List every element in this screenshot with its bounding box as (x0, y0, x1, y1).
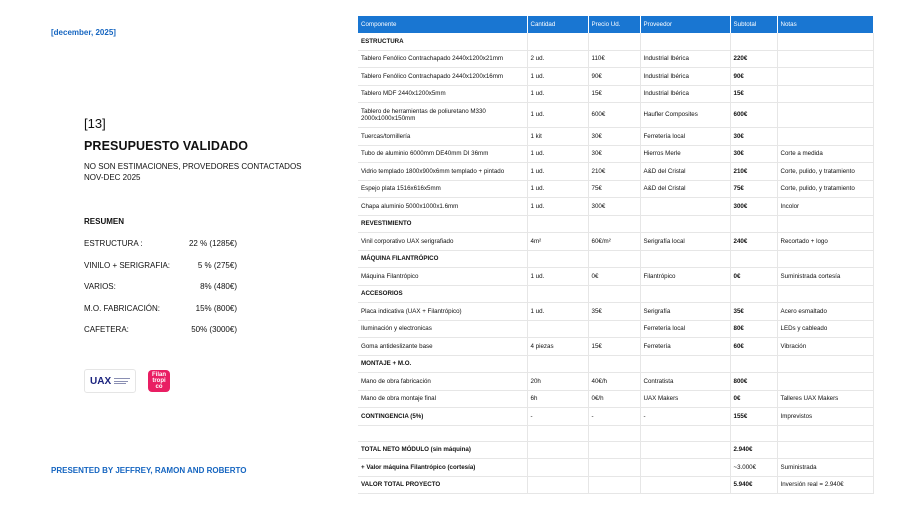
table-cell (640, 250, 730, 268)
table-cell: 2.940€ (730, 441, 777, 459)
table-cell: Goma antideslizante base (358, 338, 527, 356)
table-cell: 155€ (730, 408, 777, 426)
table-cell (588, 250, 640, 268)
table-cell (527, 355, 588, 373)
table-cell: ESTRUCTURA (358, 33, 527, 50)
table-cell: Placa indicativa (UAX + Filantrópico) (358, 303, 527, 321)
table-cell: 1 ud. (527, 68, 588, 86)
table-cell: Vibración (777, 338, 873, 356)
table-cell: 15€ (588, 85, 640, 103)
logos (84, 369, 170, 393)
table-cell: 75€ (588, 180, 640, 198)
table-cell: Suministrada cortesía (777, 268, 873, 286)
table-cell: 30€ (730, 145, 777, 163)
table-cell (588, 33, 640, 50)
table-cell (527, 33, 588, 50)
table-row (358, 85, 873, 103)
table-row (358, 390, 873, 408)
table-cell (777, 103, 873, 128)
column-header: Proveedor (640, 16, 730, 33)
table-cell: 0€ (588, 268, 640, 286)
table-row (358, 68, 873, 86)
table-cell: LEDs y cableado (777, 320, 873, 338)
table-cell: Recortado + logo (777, 233, 873, 251)
table-row (358, 320, 873, 338)
table-cell: UAX Makers (640, 390, 730, 408)
table-cell: Tablero Fenólico Contrachapado 2440x1200x16mm (358, 68, 527, 86)
table-cell: Tablero de herramientas de poliuretano M330 2000x1000x150mm (358, 103, 527, 128)
table-cell: Filantrópico (640, 268, 730, 286)
table-cell (730, 33, 777, 50)
table-cell (640, 476, 730, 494)
table-cell: 30€ (588, 145, 640, 163)
table-row (358, 373, 873, 391)
table-cell (527, 215, 588, 233)
resumen-heading: RESUMEN (84, 217, 125, 226)
table-cell: 1 ud. (527, 303, 588, 321)
filantropico-logo (148, 370, 170, 392)
column-header: Notas (777, 16, 873, 33)
table-cell: 30€ (588, 128, 640, 146)
table-row (358, 233, 873, 251)
table-cell: Tablero MDF 2440x1200x5mm (358, 85, 527, 103)
table-cell: Máquina Filantrópico (358, 268, 527, 286)
table-cell: 1 ud. (527, 103, 588, 128)
table-cell: Mano de obra montaje final (358, 390, 527, 408)
table-cell (527, 441, 588, 459)
table-cell: - (588, 408, 640, 426)
table-cell (640, 215, 730, 233)
table-cell: Contratista (640, 373, 730, 391)
table-cell: 80€ (730, 320, 777, 338)
table-row (358, 268, 873, 286)
table-cell: Corte a medida (777, 145, 873, 163)
resumen-value: 50% (3000€) (191, 325, 237, 334)
table-cell: 30€ (730, 128, 777, 146)
table-row (358, 103, 873, 128)
table-cell: ~3.000€ (730, 459, 777, 477)
table-cell: Acero esmaltado (777, 303, 873, 321)
table-cell (640, 441, 730, 459)
table-cell: Inversión real = 2.940€ (777, 476, 873, 494)
table-cell: Talleres UAX Makers (777, 390, 873, 408)
table-cell (588, 459, 640, 477)
table-cell: Vinil corporativo UAX serigrafiado (358, 233, 527, 251)
table-row (358, 145, 873, 163)
filantropico-logo-text: Filan (151, 372, 166, 378)
column-header: Subtotal (730, 16, 777, 33)
filantropico-logo-text: tropi (152, 378, 166, 384)
date-label: [december, 2025] (51, 28, 116, 37)
table-cell (640, 425, 730, 441)
resumen-value: 22 % (1285€) (188, 239, 237, 248)
table-cell: CONTINGENCIA (5%) (358, 408, 527, 426)
table-cell: Incolor (777, 198, 873, 216)
page-title: PRESUPUESTO VALIDADO (84, 139, 249, 153)
resumen-value: 5 % (275€) (197, 261, 237, 270)
section-row (358, 215, 873, 233)
table-cell (527, 250, 588, 268)
table-cell: Haufler Composites (640, 103, 730, 128)
table-cell: Mano de obra fabricación (358, 373, 527, 391)
presenters-footer: PRESENTED BY JEFFREY, RAMON AND ROBERTO (51, 466, 247, 475)
table-cell (777, 128, 873, 146)
table-cell (640, 459, 730, 477)
table-cell (640, 285, 730, 303)
table-cell: Tablero Fenólico Contrachapado 2440x1200x21mm (358, 50, 527, 68)
subtitle-line-2: NOV-DEC 2025 (84, 173, 141, 182)
resumen-label: M.O. FABRICACIÓN: (84, 304, 161, 313)
table-cell: 20h (527, 373, 588, 391)
table-cell: 240€ (730, 233, 777, 251)
table-cell: Tuercas/tornillería (358, 128, 527, 146)
table-cell: 1 ud. (527, 198, 588, 216)
table-cell (588, 285, 640, 303)
table-cell: 5.940€ (730, 476, 777, 494)
table-cell (777, 33, 873, 50)
table-cell: Tubo de aluminio 6000mm DE40mm DI 36mm (358, 145, 527, 163)
table-cell: Industrial Ibérica (640, 68, 730, 86)
table-cell: 15€ (588, 338, 640, 356)
table-cell: Imprevistos (777, 408, 873, 426)
table-cell (640, 198, 730, 216)
table-row (358, 128, 873, 146)
table-cell: 1 ud. (527, 268, 588, 286)
table-cell (730, 355, 777, 373)
table-cell (777, 425, 873, 441)
table-cell: Ferretería local (640, 320, 730, 338)
table-cell (588, 425, 640, 441)
resumen-row (84, 261, 237, 270)
spacer-row (358, 425, 873, 441)
table-cell: 35€ (730, 303, 777, 321)
slide-number: [13] (84, 116, 106, 131)
table-cell: Serigrafía local (640, 233, 730, 251)
table-cell: VALOR TOTAL PROYECTO (358, 476, 527, 494)
table-cell (730, 250, 777, 268)
table-cell (588, 355, 640, 373)
table-cell (730, 215, 777, 233)
table-cell: 300€ (588, 198, 640, 216)
table-cell: 1 ud. (527, 85, 588, 103)
table-cell: MONTAJE + M.O. (358, 355, 527, 373)
table-cell: ACCESORIOS (358, 285, 527, 303)
resumen-value: 15% (800€) (195, 304, 237, 313)
table-cell: 600€ (588, 103, 640, 128)
resumen-label: CAFETERA: (84, 325, 129, 334)
table-cell (777, 215, 873, 233)
table-row (358, 338, 873, 356)
table-cell (588, 441, 640, 459)
column-header: Precio Ud. (588, 16, 640, 33)
table-cell (527, 476, 588, 494)
table-cell: Serigrafía (640, 303, 730, 321)
table-cell (358, 425, 527, 441)
resumen-label: VARIOS: (84, 282, 116, 291)
table-cell: 1 kit (527, 128, 588, 146)
table-cell: Corte, pulido, y tratamiento (777, 180, 873, 198)
table-cell: 210€ (730, 163, 777, 181)
table-cell (777, 250, 873, 268)
table-cell: 60€ (730, 338, 777, 356)
table-row (358, 180, 873, 198)
table-cell: 210€ (588, 163, 640, 181)
total-row (358, 441, 873, 459)
table-cell (777, 50, 873, 68)
total-row (358, 408, 873, 426)
table-cell: 800€ (730, 373, 777, 391)
table-cell (588, 215, 640, 233)
section-row (358, 33, 873, 50)
budget-table (358, 16, 874, 494)
table-cell (777, 68, 873, 86)
table-cell (588, 320, 640, 338)
table-header-row (358, 16, 873, 33)
resumen-row (84, 325, 237, 334)
table-cell: 4m² (527, 233, 588, 251)
table-cell: REVESTIMIENTO (358, 215, 527, 233)
section-row (358, 355, 873, 373)
uax-logo (84, 369, 136, 393)
table-cell (777, 285, 873, 303)
section-row (358, 250, 873, 268)
table-cell (527, 285, 588, 303)
resumen-value: 8% (480€) (200, 282, 237, 291)
table-cell: 300€ (730, 198, 777, 216)
table-cell (527, 425, 588, 441)
table-cell: 600€ (730, 103, 777, 128)
table-cell: 75€ (730, 180, 777, 198)
table-cell: Industrial Ibérica (640, 50, 730, 68)
table-cell: 35€ (588, 303, 640, 321)
table-cell (527, 459, 588, 477)
table-cell (640, 355, 730, 373)
table-cell: Corte, pulido, y tratamiento (777, 163, 873, 181)
table-cell (777, 355, 873, 373)
table-cell: Suministrada (777, 459, 873, 477)
table-cell: Hierros Merle (640, 145, 730, 163)
table-row (358, 303, 873, 321)
filantropico-logo-text: co (155, 384, 163, 390)
table-cell: A&D del Cristal (640, 180, 730, 198)
table-cell (640, 33, 730, 50)
table-cell (777, 373, 873, 391)
resumen-label: ESTRUCTURA : (84, 239, 143, 248)
table-cell (730, 425, 777, 441)
uax-logo-lines (114, 378, 130, 384)
uax-logo-text: UAX (90, 375, 112, 387)
table-cell: Chapa aluminio 5000x1000x1.6mm (358, 198, 527, 216)
table-cell: 220€ (730, 50, 777, 68)
table-row (358, 50, 873, 68)
table-cell: 1 ud. (527, 180, 588, 198)
table-cell: A&D del Cristal (640, 163, 730, 181)
section-row (358, 285, 873, 303)
table-cell: 110€ (588, 50, 640, 68)
table-cell: Iluminación y electronicas (358, 320, 527, 338)
table-cell (527, 320, 588, 338)
table-cell: 0€ (730, 390, 777, 408)
table-cell: TOTAL NETO MÓDULO (sin máquina) (358, 441, 527, 459)
table-cell: 60€/m² (588, 233, 640, 251)
total-row (358, 459, 873, 477)
table-body (358, 33, 873, 494)
table-cell: 15€ (730, 85, 777, 103)
table-cell: 90€ (588, 68, 640, 86)
table-cell: 0€/h (588, 390, 640, 408)
table-cell: 90€ (730, 68, 777, 86)
table-cell: 2 ud. (527, 50, 588, 68)
resumen-label: VINILO + SERIGRAFIA: (84, 261, 171, 270)
table-cell: Espejo plata 1516x616x5mm (358, 180, 527, 198)
table-cell: Ferretería (640, 338, 730, 356)
table-cell: 4 piezas (527, 338, 588, 356)
table-cell: 1 ud. (527, 145, 588, 163)
table-row (358, 198, 873, 216)
resumen-row (84, 239, 237, 248)
table-row (358, 163, 873, 181)
table-cell (588, 476, 640, 494)
column-header: Cantidad (527, 16, 588, 33)
table-cell: 1 ud. (527, 163, 588, 181)
table-cell: + Valor máquina Filantrópico (cortesía) (358, 459, 527, 477)
total-row (358, 476, 873, 494)
table-cell (777, 441, 873, 459)
table-cell (777, 85, 873, 103)
resumen-row (84, 282, 237, 291)
table-cell: Vidrio templado 1800x900x6mm templado + pintado (358, 163, 527, 181)
table-cell: Industrial Ibérica (640, 85, 730, 103)
table-cell: 6h (527, 390, 588, 408)
resumen-row (84, 304, 237, 313)
table-cell: 0€ (730, 268, 777, 286)
table-cell: - (640, 408, 730, 426)
column-header: Componente (358, 16, 527, 33)
table-cell (730, 285, 777, 303)
table-cell: MÁQUINA FILANTRÓPICO (358, 250, 527, 268)
table-cell: - (527, 408, 588, 426)
subtitle-line-1: NO SON ESTIMACIONES, PROVEDORES CONTACTADOS (84, 162, 302, 171)
table-cell: 40€/h (588, 373, 640, 391)
table-cell: Ferretería local (640, 128, 730, 146)
